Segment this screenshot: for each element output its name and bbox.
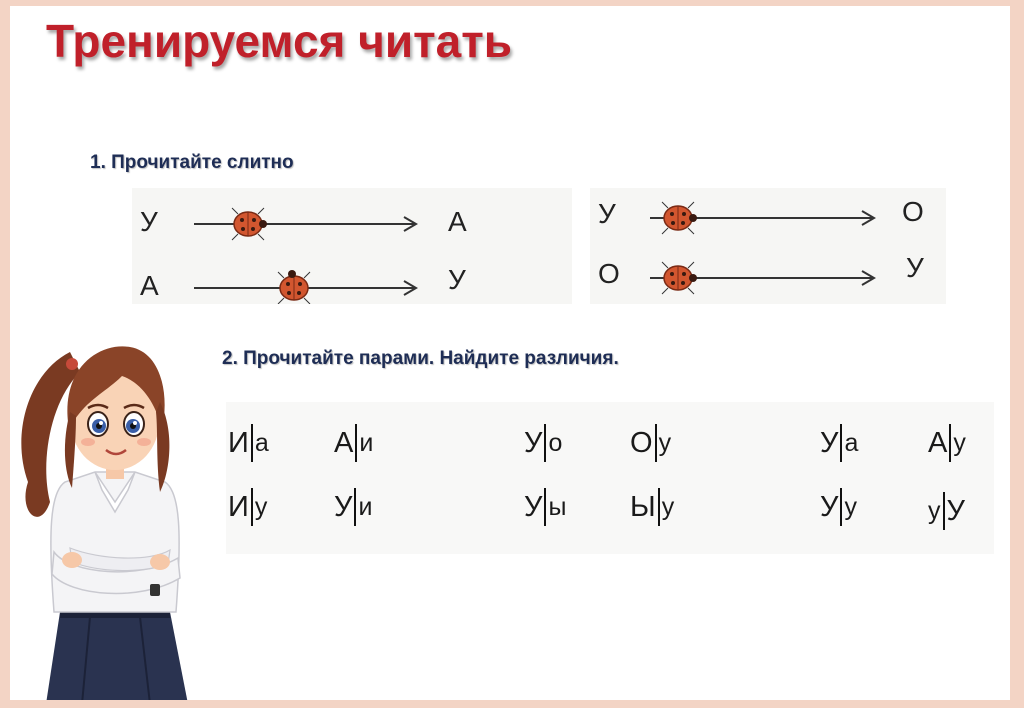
letter-from: А — [140, 270, 159, 301]
letter-pair — [820, 424, 858, 462]
letter-pair — [334, 488, 372, 526]
pair-letter-a: И — [228, 426, 249, 459]
pair-letter-a: У — [524, 490, 543, 523]
slide — [10, 6, 1010, 700]
pair-divider — [251, 488, 253, 526]
pair-letter-a: у — [928, 496, 941, 525]
ladybug-icon — [232, 208, 267, 240]
pair-letter-b: о — [548, 428, 563, 457]
letter-pair — [928, 424, 966, 462]
reading-panel-right — [590, 188, 946, 304]
pair-letter-b: и — [359, 428, 374, 457]
pair-divider — [943, 492, 945, 530]
pair-divider — [840, 424, 842, 462]
letter-to: У — [906, 252, 924, 283]
pair-letter-a: Ы — [630, 490, 656, 523]
teacher-girl-illustration — [10, 312, 210, 700]
pair-letter-b: у — [844, 492, 857, 521]
pair-letter-b: ы — [548, 492, 567, 521]
pair-letter-a: У — [820, 426, 839, 459]
ladybug-icon — [662, 262, 697, 294]
pair-letter-a: О — [630, 426, 653, 459]
reading-panel-left — [132, 188, 572, 304]
pair-letter-b: у — [953, 428, 966, 457]
pair-letter-b: у — [658, 428, 672, 457]
pairs-panel — [226, 402, 994, 554]
letter-from: О — [598, 258, 620, 289]
pair-divider — [655, 424, 657, 462]
pair-letter-a: У — [820, 490, 839, 523]
pair-letter-a: И — [228, 490, 249, 523]
pair-letter-b: а — [844, 428, 859, 457]
ladybug-icon — [278, 270, 310, 304]
pair-divider — [354, 488, 356, 526]
pair-divider — [544, 424, 546, 462]
letter-from: У — [140, 206, 158, 237]
letter-from: У — [598, 198, 616, 229]
task-2-label: 2. Прочитайте парами. Найдите различия. — [222, 348, 619, 369]
letter-pair — [630, 424, 671, 462]
letter-pair — [524, 424, 562, 462]
pair-letter-a: У — [524, 426, 543, 459]
letter-pair — [820, 488, 857, 526]
pair-letter-b: У — [946, 494, 965, 527]
pair-divider — [355, 424, 357, 462]
letter-pair — [630, 488, 674, 526]
task-1-label: 1. Прочитайте слитно — [90, 152, 294, 173]
pair-divider — [840, 488, 842, 526]
ladybug-icon — [662, 202, 697, 234]
letter-pair — [524, 488, 566, 526]
letter-to: О — [902, 196, 924, 227]
page-title: Тренируемся читать — [46, 15, 513, 67]
pair-letter-a: А — [334, 426, 354, 459]
pair-divider — [251, 424, 253, 462]
letter-pair — [228, 488, 267, 526]
pair-letter-a: У — [334, 490, 353, 523]
arrows-left — [132, 188, 572, 304]
letter-to: У — [448, 264, 466, 295]
arrows-right — [590, 188, 946, 304]
letter-pair — [334, 424, 373, 462]
pair-letter-b: и — [358, 492, 373, 521]
pair-letter-b: у — [661, 492, 675, 521]
pair-divider — [658, 488, 660, 526]
letter-pair — [228, 424, 269, 462]
pair-divider — [544, 488, 546, 526]
letter-to: А — [448, 206, 467, 237]
pair-letter-a: А — [928, 426, 948, 459]
letter-pair — [928, 492, 965, 530]
pair-letter-b: а — [254, 428, 269, 457]
pair-divider — [949, 424, 951, 462]
pair-letter-b: у — [254, 492, 268, 521]
